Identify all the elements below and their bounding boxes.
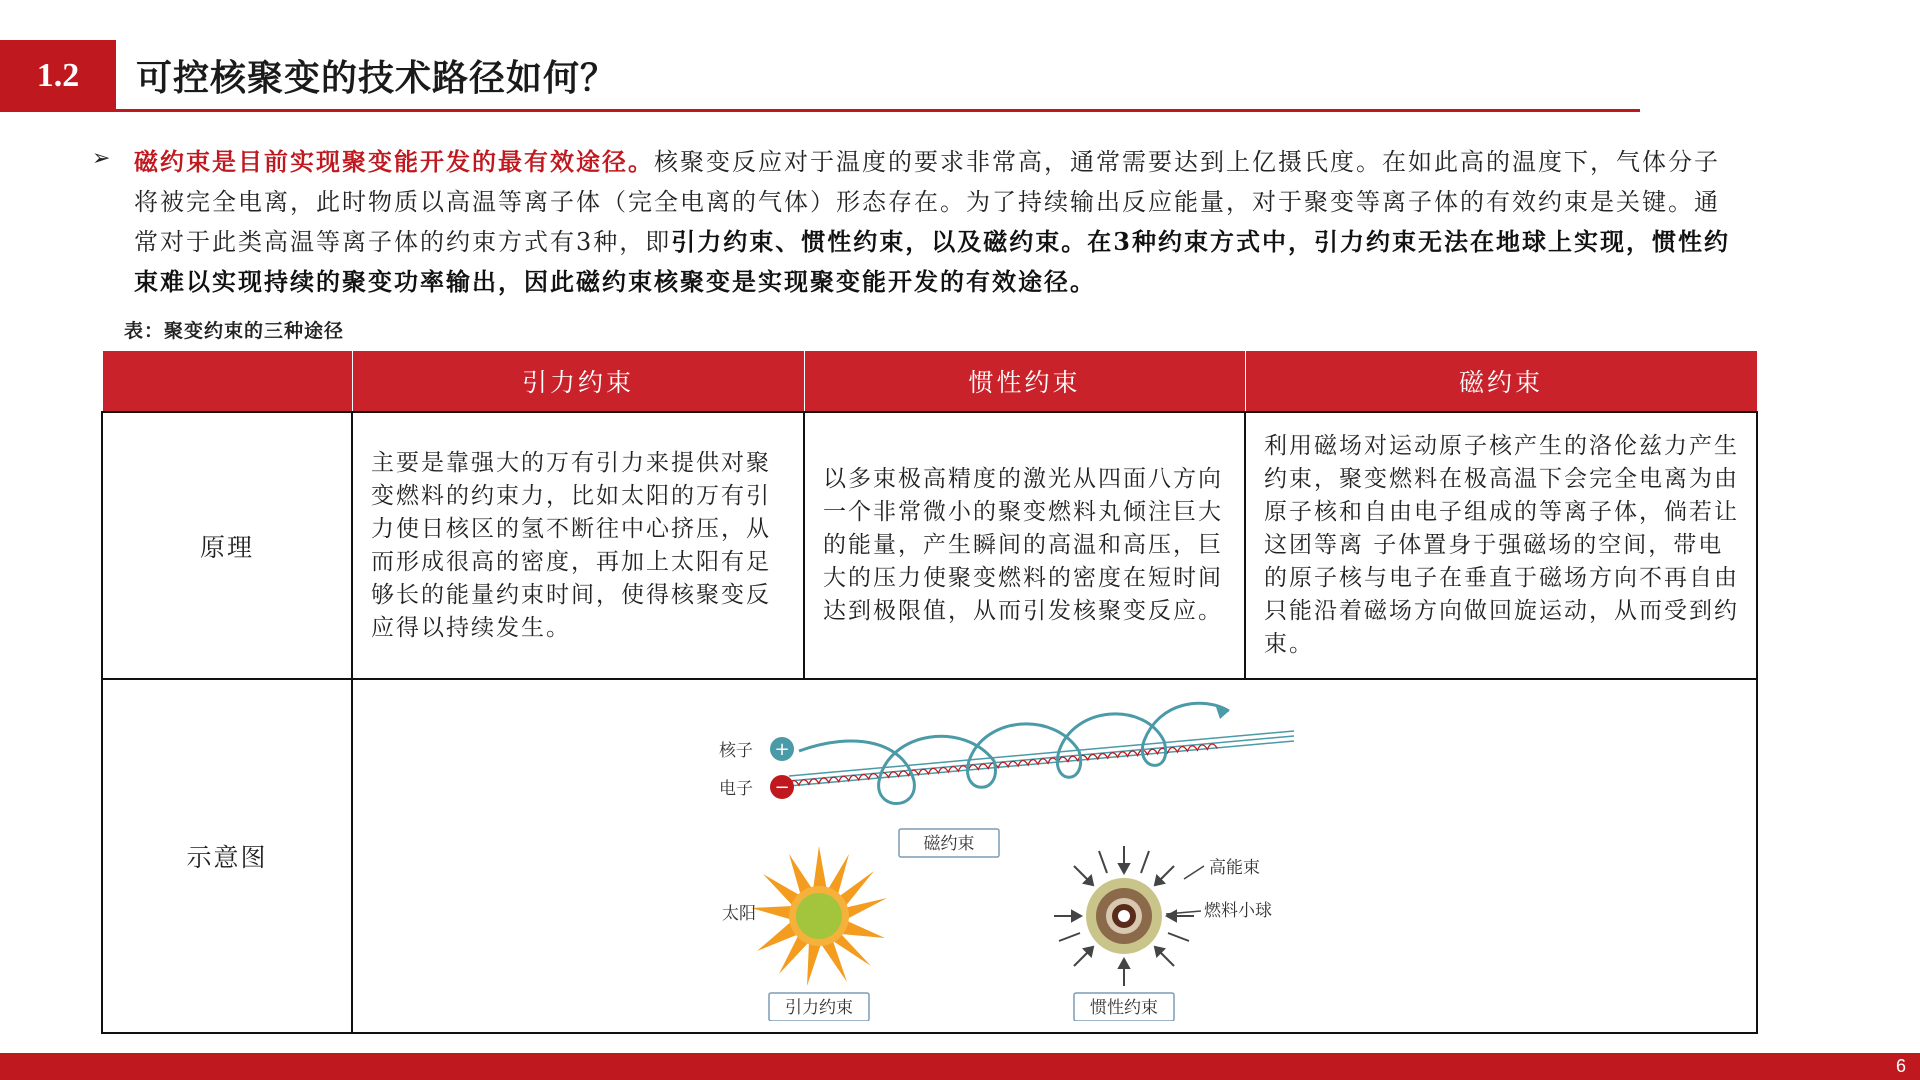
gravity-label: 引力约束 <box>785 998 853 1018</box>
electron-label: 电子 <box>719 779 753 799</box>
table-header-row <box>102 351 1757 413</box>
table-row-principle <box>102 412 1757 679</box>
bullet-arrow-icon: ➢ <box>92 146 111 171</box>
intro-bold: 引力约束、惯性约束，以及磁约束。在3种约束方式中，引力约束无法在地球上实现，惯性约束难以实现持续的聚变功率输出，因此磁约束核聚变是实现聚变能开发的有效途径。 <box>134 227 1730 296</box>
fuel-pellet-icon <box>1086 878 1162 954</box>
beam-pointer <box>1184 866 1204 879</box>
confinement-table <box>101 350 1758 1034</box>
intro-lead: 磁约束是目前实现聚变能开发的最有效途径。 <box>134 147 654 176</box>
page-number: 6 <box>1895 1056 1906 1076</box>
row-label-principle: 原理 <box>102 412 352 679</box>
header-gravity: 引力约束 <box>352 351 804 413</box>
header-empty <box>102 351 352 413</box>
intro-paragraph <box>134 142 1734 302</box>
table-row-diagram <box>102 679 1757 1033</box>
electron-minus-sign: − <box>774 777 790 798</box>
section-number: 1.2 <box>0 40 116 111</box>
cell-gravity-principle: 主要是靠强大的万有引力来提供对聚变燃料的约束力，比如太阳的万有引力使日核区的氢不断往中心挤压，从而形成很高的密度，再加上太阳有足够长的能量约束时间，使得核聚变反应得以持续发生。 <box>352 412 804 679</box>
nucleus-gyration <box>799 703 1229 803</box>
sun-label: 太阳 <box>722 904 756 924</box>
nucleus-label: 核子 <box>719 741 753 761</box>
inertial-label: 惯性约束 <box>1090 998 1158 1018</box>
header-inertial: 惯性约束 <box>804 351 1245 413</box>
pellet-label: 燃料小球 <box>1204 901 1272 921</box>
magnetic-label: 磁约束 <box>923 834 975 854</box>
page-title: 可控核聚变的技术路径如何？ <box>136 58 618 99</box>
row-label-diagram: 示意图 <box>102 679 352 1033</box>
sun-icon <box>751 846 887 986</box>
intro-text: 核聚变反应对于温度的要求非常高，通常需要达到上亿摄氏度。在如此高的温度下，气体分子将被完全电离，此时物质以高温等离子体（完全电离的气体）形态存在。为了持续输出反应能量，对于聚变等离子体的有效约束是关键。通常对于此类高温等离子体的约束方式有3种，即 <box>134 148 1720 256</box>
cell-inertial-principle: 以多束极高精度的激光从四面八方向一个非常微小的聚变燃料丸倾注巨大的能量，产生瞬间的高温和高压，巨大的压力使聚变燃料的密度在短时间达到极限值，从而引发核聚变反应。 <box>804 412 1245 679</box>
table-caption: 表：聚变约束的三种途径 <box>124 320 345 342</box>
header-magnetic: 磁约束 <box>1245 351 1757 413</box>
cell-magnetic-principle: 利用磁场对运动原子核产生的洛伦兹力产生约束，聚变燃料在极高温下会完全电离为由原子核和自由电子组成的等离子体，倘若让这团等离 子体置身于强磁场的空间，带电的原子核与电子在垂直于磁场方向不再自由只能沿着磁场方向做回旋运动，从而受到约束。 <box>1245 412 1757 679</box>
title-divider <box>0 109 1640 112</box>
nucleus-plus-sign: + <box>774 739 790 760</box>
footer-bar <box>0 1053 1920 1080</box>
confinement-diagram <box>704 701 1344 1021</box>
diagram-cell <box>352 679 1757 1033</box>
beam-label: 高能束 <box>1209 858 1260 878</box>
